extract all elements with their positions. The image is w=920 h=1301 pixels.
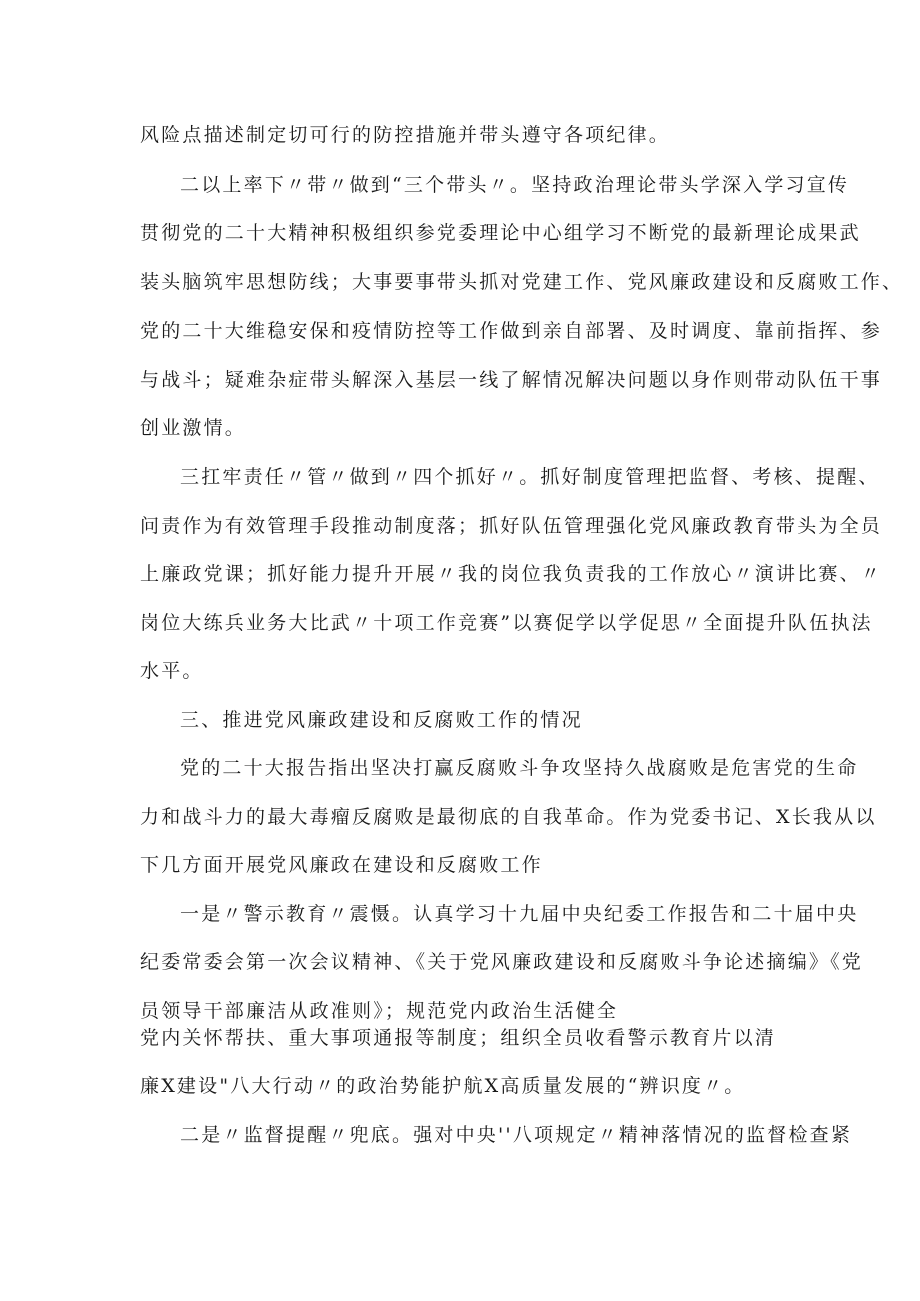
section-heading: 三、推进党风廉政建设和反腐败工作的情况 — [180, 709, 583, 731]
text-line: 员领导干部廉洁从政准则》；规范党内政治生活健全 — [140, 1000, 619, 1022]
text-line: 装头脑筑牢思想防线；大事要事带头抓对党建工作、党风廉政建设和反腐败工作、 — [140, 271, 904, 293]
text-line: 三扛牢责任〃管〃做到〃四个抓好〃。抓好制度管理把监督、考核、提醒、 — [180, 466, 880, 488]
text-line: 上廉政党课；抓好能力提升开展〃我的岗位我负责我的工作放心〃演讲比赛、〃 — [140, 563, 883, 585]
text-line: 问责作为有效管理手段推动制度落；抓好队伍管理强化党风廉政教育带头为全员 — [140, 515, 883, 537]
text-line: 下几方面开展党风廉政在建设和反腐败工作 — [140, 854, 543, 876]
text-line: 贯彻党的二十大精神积极组织参党委理论中心组学习不断党的最新理论成果武 — [140, 222, 861, 244]
text-line: 创业激情。 — [140, 417, 247, 439]
text-line: 党内关怀帮扶、重大事项通报等制度；组织全员收看警示教育片以清 — [140, 1027, 777, 1049]
text-line: 纪委常委会第一次会议精神、《关于党风廉政建设和反腐败斗争论述摘编》《党 — [140, 951, 864, 973]
text-line: 党的二十大报告指出坚决打赢反腐败斗争攻坚持久战腐败是危害党的生命 — [180, 757, 859, 779]
text-line: 党的二十大维稳安保和疫情防控等工作做到亲自部署、及时调度、靠前指挥、参 — [140, 320, 883, 342]
text-line: 力和战斗力的最大毒瘤反腐败是最彻底的自我革命。作为党委书记、X长我从以 — [140, 806, 877, 828]
text-line: 二以上率下〃带〃做到“三个带头〃。坚持政治理论带头学深入学习宣传 — [180, 174, 850, 196]
text-line: 水平。 — [140, 660, 204, 682]
text-line: 一是〃警示教育〃震慑。认真学习十九届中央纪委工作报告和二十届中央 — [180, 903, 859, 925]
text-line: 二是〃监督提醒〃兜底。强对中央''八项规定〃精神落情况的监督检查紧 — [180, 1124, 853, 1146]
text-line: 岗位大练兵业务大比武〃十项工作竞赛”以赛促学以学促思〃全面提升队伍执法 — [140, 612, 873, 634]
text-line: 与战斗；疑难杂症带头解深入基层一线了解情况解决问题以身作则带动队伍干事 — [140, 369, 883, 391]
text-line: 风险点描述制定切可行的防控措施并带头遵守各项纪律。 — [140, 124, 671, 146]
text-line: 廉X建设"八大行动〃的政治势能护航X高质量发展的“辨识度〃。 — [140, 1075, 746, 1097]
